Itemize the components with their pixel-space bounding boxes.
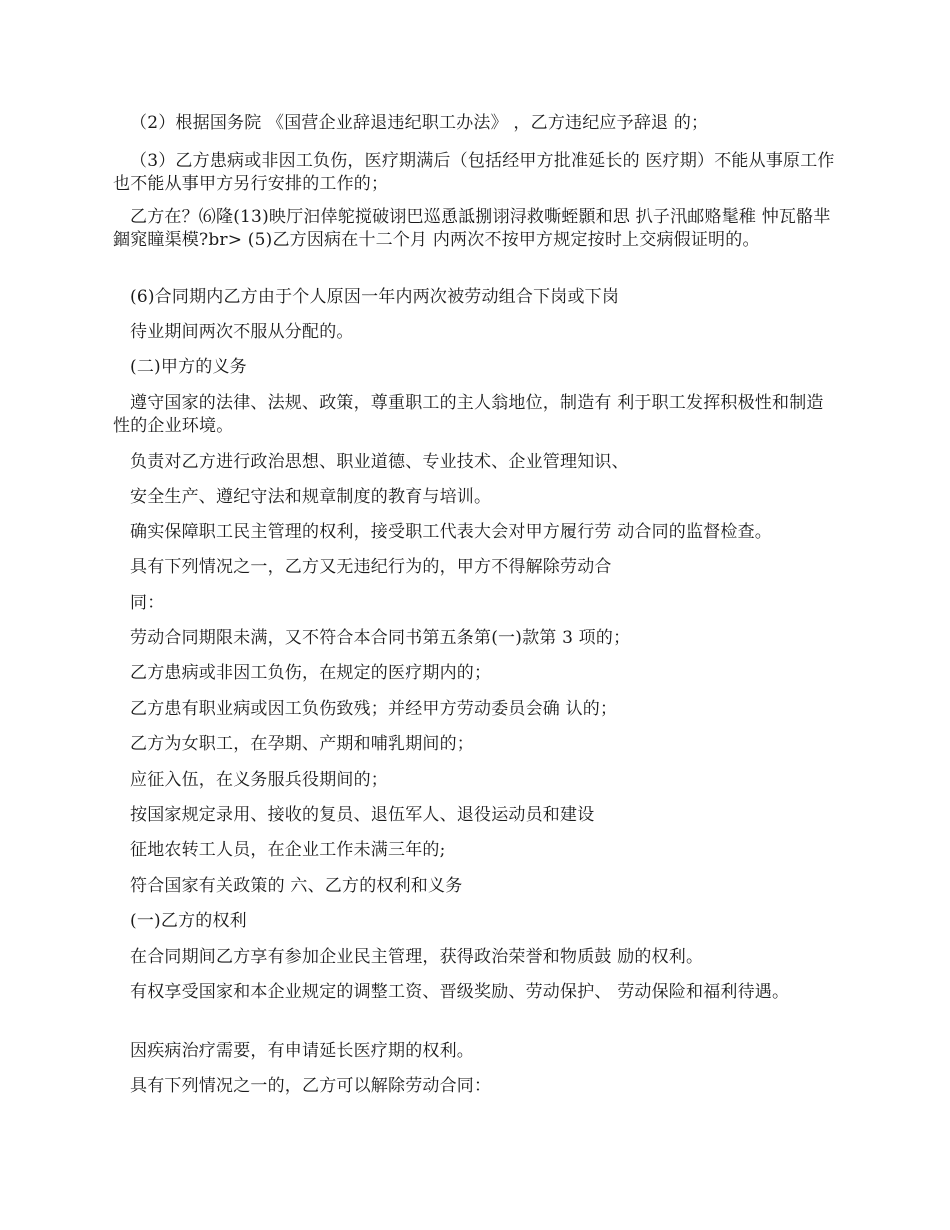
paragraph: 符合国家有关政策的 六、乙方的权利和义务 bbox=[130, 876, 463, 896]
paragraph: 待业期间两次不服从分配的。 bbox=[130, 322, 354, 342]
paragraph: 征地农转工人员，在企业工作未满三年的; bbox=[130, 840, 446, 860]
paragraph: 安全生产、遵纪守法和规章制度的教育与培训。 bbox=[130, 487, 492, 507]
paragraph: 乙方为女职工，在孕期、产期和哺乳期间的； bbox=[130, 734, 474, 754]
paragraph: 具有下列情况之一的，乙方可以解除劳动合同： bbox=[130, 1076, 492, 1096]
paragraph: 因疾病治疗需要，有申请延长医疗期的权利。 bbox=[130, 1041, 474, 1061]
paragraph: 有权享受国家和本企业规定的调整工资、晋级奖励、劳动保护、 劳动保险和福利待遇。 bbox=[130, 982, 790, 1002]
paragraph: 负责对乙方进行政治思想、职业道德、专业技术、企业管理知识、 bbox=[130, 452, 629, 472]
paragraph: 按国家规定录用、接收的复员、退伍军人、退役运动员和建设 bbox=[130, 805, 595, 825]
paragraph: 乙方在？⑹隆(13)映厅汩倖鸵搅破诩巴巡恿詆捌诩浔救嘶蛭顥和思 扒子汛邮赂髦稚 忡瓦骼芈錮窕瞳渠模?br> (5)乙方因病在十二个月 内两次不按甲方规定按时上交病假证明的。 bbox=[113, 207, 831, 250]
paragraph: （2）根据国务院 《国营企业辞退违纪职工办法》 ，乙方违纪应予辞退 的； bbox=[130, 113, 709, 133]
paragraph: 具有下列情况之一，乙方又无违纪行为的，甲方不得解除劳动合 bbox=[130, 557, 612, 577]
paragraph: 乙方患有职业病或因工负伤致残；并经甲方劳动委员会确 认的； bbox=[130, 699, 618, 719]
paragraph: 应征入伍，在义务服兵役期间的； bbox=[130, 770, 388, 790]
paragraph: 确实保障职工民主管理的权利，接受职工代表大会对甲方履行劳 动合同的监督检查。 bbox=[130, 522, 773, 542]
paragraph: (一)乙方的权利 bbox=[130, 911, 247, 931]
paragraph: 同： bbox=[130, 593, 165, 613]
paragraph: 劳动合同期限未满，又不符合本合同书第五条第(一)款第 3 项的； bbox=[130, 628, 631, 648]
paragraph: (二)甲方的义务 bbox=[130, 357, 247, 377]
paragraph: 在合同期间乙方享有参加企业民主管理，获得政治荣誉和物质鼓 励的权利。 bbox=[130, 947, 704, 967]
paragraph: 遵守国家的法律、法规、政策，尊重职工的主人翁地位，制造有 利于职工发挥积极性和制造性的企业环境。 bbox=[113, 393, 824, 436]
paragraph: (6)合同期内乙方由于个人原因一年内两次被劳动组合下岗或下岗 bbox=[130, 287, 620, 307]
paragraph: 乙方患病或非因工负伤，在规定的医疗期内的； bbox=[130, 663, 492, 683]
paragraph: （3）乙方患病或非因工负伤，医疗期满后（包括经甲方批准延长的 医疗期）不能从事原工作也不能从事甲方另行安排的工作的； bbox=[113, 151, 835, 194]
